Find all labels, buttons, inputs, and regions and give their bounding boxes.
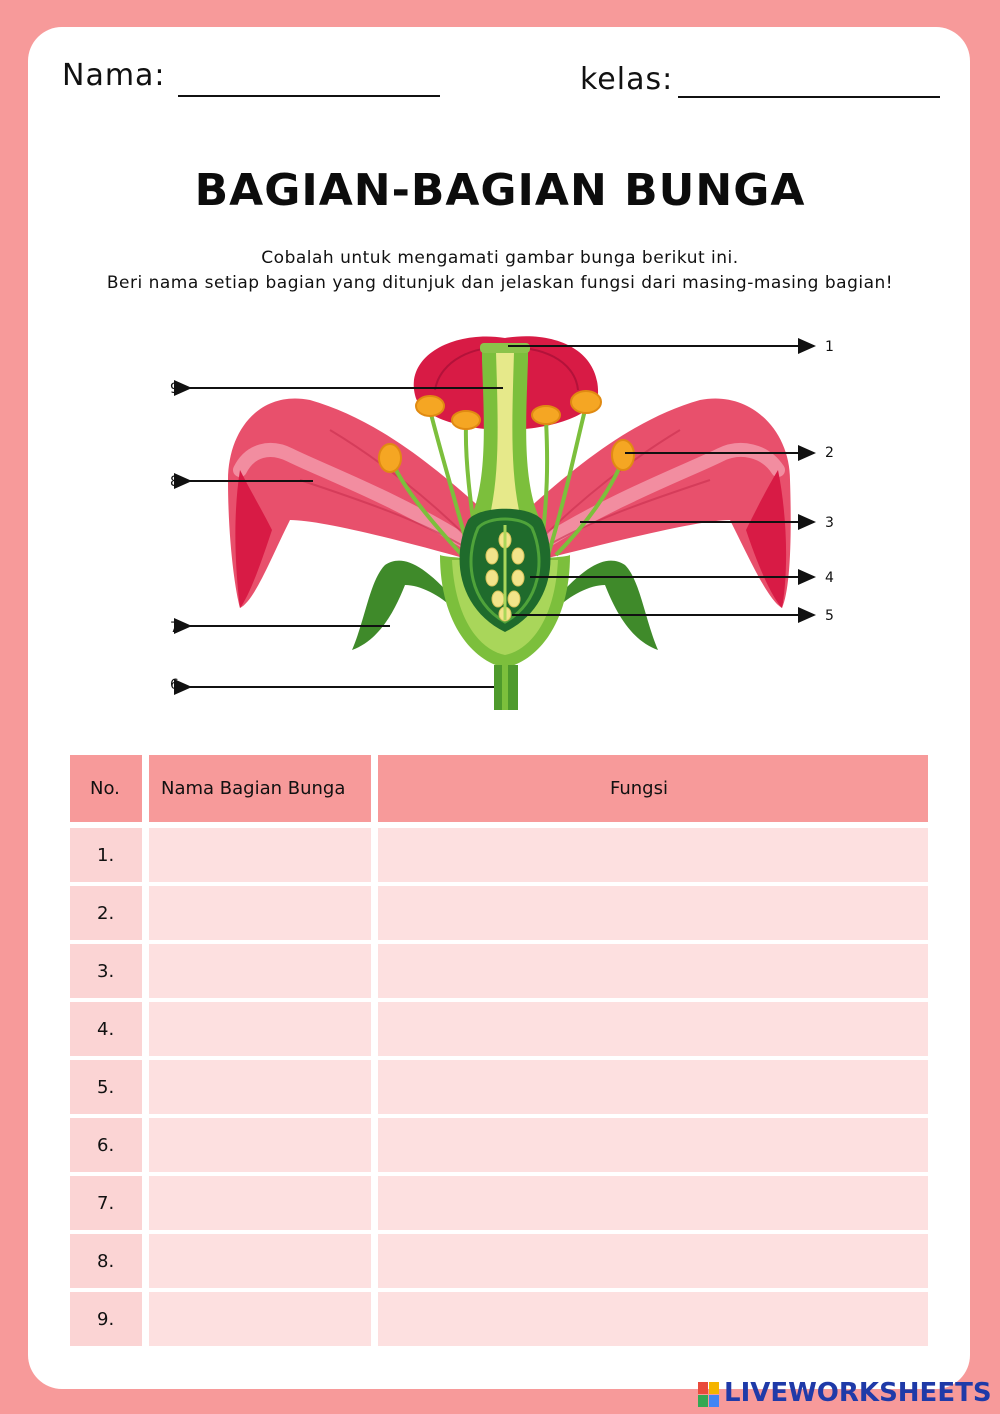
ovule bbox=[492, 591, 504, 607]
answer-function-field[interactable] bbox=[378, 886, 928, 940]
row-number: 3. bbox=[97, 961, 115, 982]
header-nama-label: Nama Bagian Bunga bbox=[161, 778, 346, 799]
ovule bbox=[508, 591, 520, 607]
answer-function-field[interactable] bbox=[378, 1060, 928, 1114]
nama-label: Nama: bbox=[62, 58, 166, 93]
pointer-number-1: 1 bbox=[825, 339, 834, 355]
row-number-cell bbox=[70, 1234, 142, 1288]
answer-name-field[interactable] bbox=[149, 1176, 371, 1230]
flower-diagram bbox=[150, 325, 850, 720]
row-number: 8. bbox=[97, 1251, 115, 1272]
row-number-cell bbox=[70, 1002, 142, 1056]
answer-name-field[interactable] bbox=[149, 828, 371, 882]
row-number: 9. bbox=[97, 1309, 115, 1330]
answer-function-field[interactable] bbox=[378, 944, 928, 998]
row-number-cell bbox=[70, 1176, 142, 1230]
row-number-cell bbox=[70, 1118, 142, 1172]
answer-function-field[interactable] bbox=[378, 1176, 928, 1230]
row-number: 4. bbox=[97, 1019, 115, 1040]
answer-function-field[interactable] bbox=[378, 1002, 928, 1056]
header-cell-nama bbox=[149, 755, 371, 822]
pointer-number-4: 4 bbox=[825, 570, 834, 586]
row-number: 6. bbox=[97, 1135, 115, 1156]
anther bbox=[379, 444, 401, 472]
header-no-label: No. bbox=[90, 778, 120, 799]
row-number: 2. bbox=[97, 903, 115, 924]
pointer-number-3: 3 bbox=[825, 515, 834, 531]
ovule bbox=[486, 570, 498, 586]
ovule bbox=[512, 570, 524, 586]
right-sepal bbox=[555, 561, 658, 650]
pointer-number-2: 2 bbox=[825, 445, 834, 461]
row-number-cell bbox=[70, 1292, 142, 1346]
liveworksheets-watermark[interactable]: LIVEWORKSHEETS bbox=[724, 1378, 992, 1408]
pointer-number-6: 6 bbox=[170, 677, 179, 693]
pointer-number-8: 8 bbox=[170, 474, 179, 490]
stigma bbox=[480, 343, 530, 353]
row-number-cell bbox=[70, 1060, 142, 1114]
anther bbox=[612, 440, 634, 470]
answer-name-field[interactable] bbox=[149, 1234, 371, 1288]
kelas-label: kelas: bbox=[580, 62, 674, 97]
pointer-number-9: 9 bbox=[170, 381, 179, 397]
header-cell-no bbox=[70, 755, 142, 822]
header-fungsi-label: Fungsi bbox=[610, 778, 668, 799]
answer-name-field[interactable] bbox=[149, 1118, 371, 1172]
answer-function-field[interactable] bbox=[378, 828, 928, 882]
left-sepal bbox=[352, 561, 455, 650]
anther bbox=[532, 406, 560, 424]
anther bbox=[452, 411, 480, 429]
page-title: BAGIAN-BAGIAN BUNGA bbox=[194, 165, 806, 216]
anther bbox=[571, 391, 601, 413]
row-number: 1. bbox=[97, 845, 115, 866]
liveworksheets-logo-icon bbox=[698, 1382, 720, 1408]
pointer-number-7: 7 bbox=[170, 620, 179, 636]
instruction-line-1: Cobalah untuk mengamati gambar bunga berikut ini. bbox=[261, 248, 739, 268]
row-number-cell bbox=[70, 828, 142, 882]
pointer-number-5: 5 bbox=[825, 608, 834, 624]
answer-name-field[interactable] bbox=[149, 1002, 371, 1056]
answer-name-field[interactable] bbox=[149, 1060, 371, 1114]
answer-name-field[interactable] bbox=[149, 944, 371, 998]
answer-function-field[interactable] bbox=[378, 1234, 928, 1288]
kelas-field[interactable] bbox=[678, 96, 940, 98]
header-cell-fungsi bbox=[378, 755, 928, 822]
answer-function-field[interactable] bbox=[378, 1292, 928, 1346]
answer-function-field[interactable] bbox=[378, 1118, 928, 1172]
row-number: 7. bbox=[97, 1193, 115, 1214]
anther bbox=[416, 396, 444, 416]
instruction-line-2: Beri nama setiap bagian yang ditunjuk dan jelaskan fungsi dari masing-masing bagian! bbox=[106, 273, 894, 293]
nama-field[interactable] bbox=[178, 95, 440, 97]
ovule bbox=[486, 548, 498, 564]
ovule bbox=[512, 548, 524, 564]
row-number-cell bbox=[70, 944, 142, 998]
row-number: 5. bbox=[97, 1077, 115, 1098]
answer-name-field[interactable] bbox=[149, 886, 371, 940]
answer-name-field[interactable] bbox=[149, 1292, 371, 1346]
row-number-cell bbox=[70, 886, 142, 940]
